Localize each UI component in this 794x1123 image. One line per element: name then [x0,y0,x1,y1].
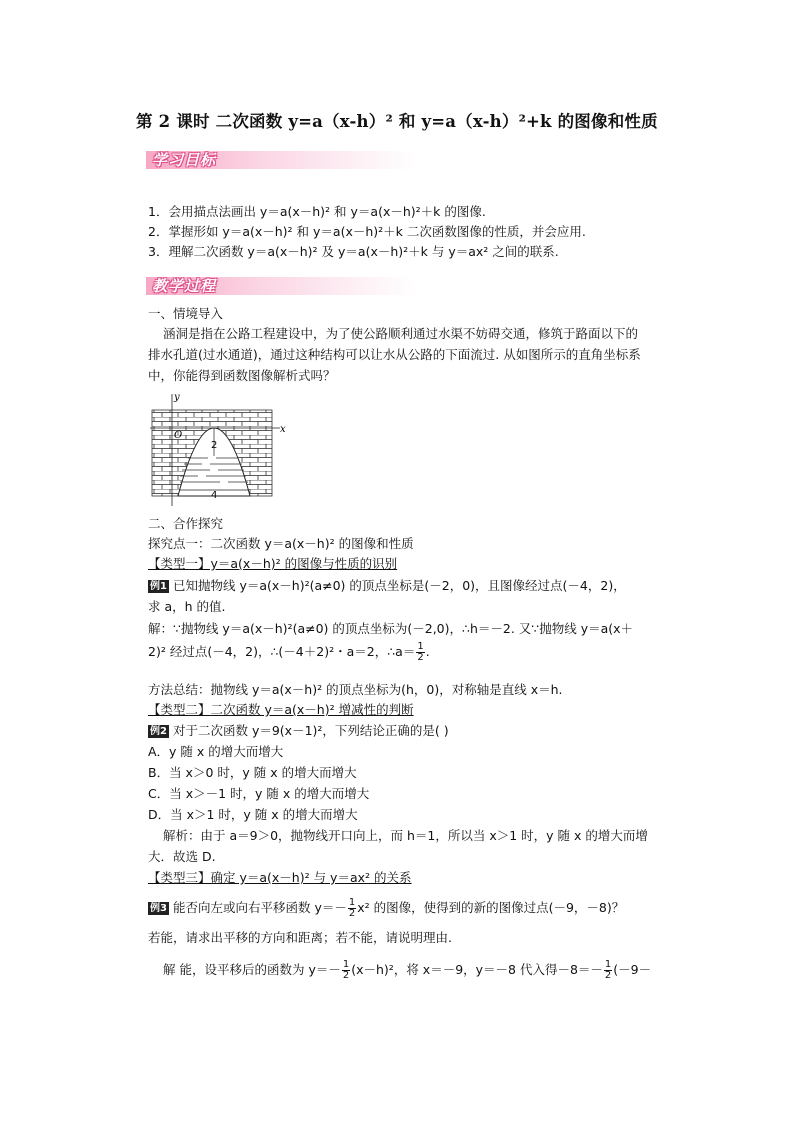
example-badge: 例3 [150,903,167,914]
type-2-heading: 【类型二】二次函数 y＝a(x－h)² 增减性的判断 [148,702,414,717]
intro-heading: 一、情境导入 [148,306,224,321]
fraction-denominator: 2 [342,970,350,981]
example-2-question [148,723,449,739]
solution-1-line-1: 解：∵抛物线 y＝a(x－h)²(a≠0) 的顶点坐标为(－2,0)，∴h＝－2. 又∵抛物线 y＝a(x＋ [148,621,634,636]
intro-paragraph-line: 排水孔道(过水通道)，通过这种结构可以让水从公路的下面流过. 从如图所示的直角坐标系 [148,347,641,362]
example-3-text: 能否向左或向右平移函数 y＝－ [172,900,347,915]
goal-item-3: 3．理解二次函数 y＝a(x－h)² 及 y＝a(x－h)²＋k 与 y＝ax² 之间的联系. [148,244,559,259]
origin-label: O [174,430,183,441]
solution-3-text: (x－h)²，将 x＝－9，y＝－8 代入得－8＝－ [351,962,603,977]
intro-paragraph-line: 中，你能得到函数图像解析式吗？ [148,368,336,383]
example-1-line-2: 求 a，h 的值. [148,599,226,614]
section-banner-goals [146,148,416,170]
culvert-figure [150,390,290,508]
solution-1-end: . [425,644,430,659]
fraction-denominator: 2 [604,970,612,981]
method-summary: 方法总结：抛物线 y＝a(x－h)² 的顶点坐标为(h，0)，对称轴是直线 x＝h. [148,682,563,697]
solution-3-text: (－9－ [613,962,652,977]
goal-item-1: 1．会用描点法画出 y＝a(x－h)² 和 y＝a(x－h)²＋k 的图像. [148,204,486,219]
fraction [416,642,424,663]
example-3-line-1 [148,898,624,919]
solution-1-text: 2)² 经过点(－4，2)，∴(－4＋2)²・a＝2，∴a＝ [148,644,416,659]
solution-1-line-2 [148,642,430,663]
fraction-numerator: 1 [348,897,356,908]
type-1-heading: 【类型一】y＝a(x－h)² 的图像与性质的识别 [148,556,398,571]
solution-3-line-1 [163,960,651,981]
fraction [604,960,612,981]
fraction [342,960,350,981]
example-3-text: x² 的图像，使得到的新的图像过点(－9，－8)？ [357,900,625,915]
example-badge: 例2 [150,726,167,737]
fraction-denominator: 2 [417,652,424,663]
example-badge: 例1 [150,581,167,592]
fraction-numerator: 1 [342,959,350,970]
explore-point-1: 探究点一：二次函数 y＝a(x－h)² 的图像和性质 [148,536,414,551]
example-3-line-2: 若能，请求出平移的方向和距离；若不能，请说明理由. [148,930,452,945]
page-title: 第 2 课时 二次函数 y=a（x-h）² 和 y=a（x-h）²+k 的图像和性质 [136,112,658,131]
explore-heading: 二、合作探究 [148,516,224,531]
intro-paragraph-line: 涵洞是指在公路工程建设中，为了使公路顺利通过水渠不妨碍交通，修筑于路面以下的 [163,326,639,341]
fraction-denominator: 2 [348,908,356,919]
banner-label: 教学过程 [152,277,217,295]
goal-item-2: 2．掌握形如 y＝a(x－h)² 和 y＝a(x－h)²＋k 二次函数图像的性质，并会应用. [148,224,586,239]
option-a: A．y 随 x 的增大而增大 [148,744,284,759]
analysis-line-1: 解析：由于 a＝9＞0，抛物线开口向上，而 h＝1，所以当 x＞1 时，y 随 x 的增大而增 [163,828,648,843]
fraction-numerator: 1 [417,641,424,652]
section-banner-process [146,274,416,296]
solution-3-text: 解 能，设平移后的函数为 y＝－ [163,962,341,977]
option-b: B．当 x＞0 时，y 随 x 的增大而增大 [148,765,357,780]
width-label: 4 [211,490,218,501]
height-label: 2 [211,440,218,451]
fraction-numerator: 1 [604,959,612,970]
example-2-text: 对于二次函数 y＝9(x－1)²，下列结论正确的是( ) [172,723,449,738]
option-d: D．当 x＞1 时，y 随 x 的增大而增大 [148,807,358,822]
fraction [348,898,356,919]
y-label: y [174,392,180,403]
banner-label: 学习目标 [152,151,217,169]
type-3-heading: 【类型三】确定 y＝a(x－h)² 与 y＝ax² 的关系 [148,870,412,885]
example-1-text: 已知抛物线 y＝a(x－h)²(a≠0) 的顶点坐标是(－2，0)，且图像经过点(－4，2)， [172,578,626,593]
x-label: x [280,424,286,435]
analysis-line-2: 大．故选 D. [148,849,216,864]
option-c: C．当 x＞－1 时，y 随 x 的增大而增大 [148,786,370,801]
example-1-line-1 [148,578,626,594]
